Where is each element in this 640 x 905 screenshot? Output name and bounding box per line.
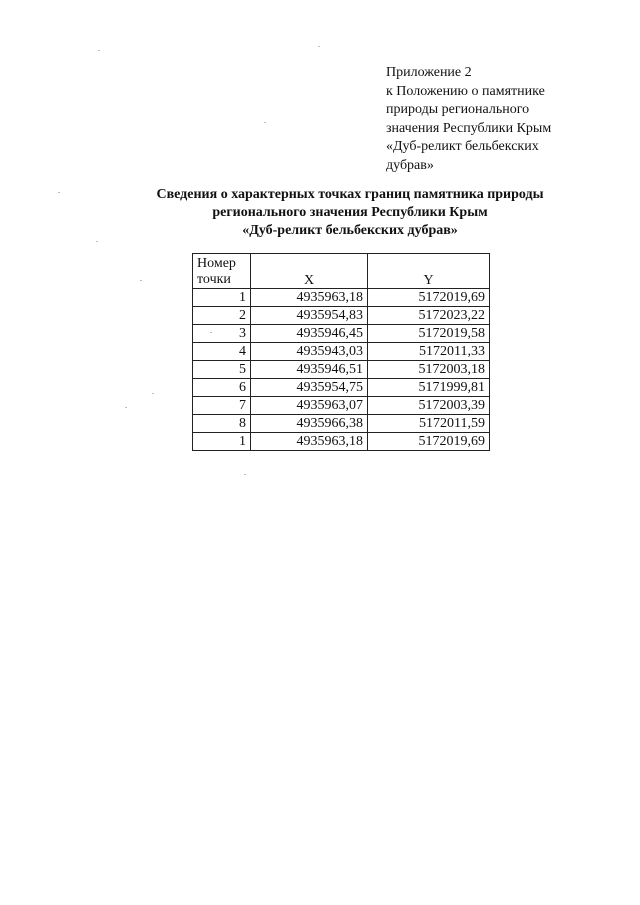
title-line: «Дуб-реликт бельбекских дубрав» — [242, 223, 458, 238]
table-row — [193, 379, 490, 397]
cell-point-number: 6 — [193, 379, 251, 397]
cell-y: 5172019,69 — [368, 433, 490, 451]
header-y: Y — [368, 254, 490, 289]
header-number-line: точки — [197, 272, 231, 287]
cell-x: 4935946,45 — [251, 325, 368, 343]
table-row — [193, 289, 490, 307]
scan-speck — [96, 241, 98, 242]
cell-x: 4935963,07 — [251, 397, 368, 415]
cell-y: 5172011,59 — [368, 415, 490, 433]
cell-y: 5171999,81 — [368, 379, 490, 397]
cell-x: 4935954,75 — [251, 379, 368, 397]
appendix-line: к Положению о памятнике — [386, 83, 545, 99]
title-line: регионального значения Республики Крым — [212, 205, 488, 220]
scan-speck — [244, 474, 246, 475]
appendix-block — [386, 64, 616, 175]
cell-point-number: 2 — [193, 307, 251, 325]
scan-speck — [98, 50, 100, 51]
cell-point-number: 4 — [193, 343, 251, 361]
appendix-line: Приложение 2 — [386, 65, 472, 80]
appendix-line: значения Республики Крым — [386, 120, 552, 136]
scan-speck — [125, 407, 127, 408]
table-row — [193, 433, 490, 451]
cell-point-number: 3 — [193, 325, 251, 343]
cell-x: 4935946,51 — [251, 361, 368, 379]
table-row — [193, 397, 490, 415]
cell-y: 5172023,22 — [368, 307, 490, 325]
cell-x: 4935963,18 — [251, 289, 368, 307]
coordinates-table — [192, 253, 490, 451]
cell-y: 5172011,33 — [368, 343, 490, 361]
table-row — [193, 343, 490, 361]
header-x: X — [251, 254, 368, 289]
cell-point-number: 1 — [193, 289, 251, 307]
table-row — [193, 325, 490, 343]
header-number-line: Номер — [197, 256, 236, 271]
table-row — [193, 415, 490, 433]
scan-speck — [318, 46, 320, 47]
cell-y: 5172003,18 — [368, 361, 490, 379]
document-title — [100, 186, 600, 240]
cell-x: 4935943,03 — [251, 343, 368, 361]
cell-y: 5172019,69 — [368, 289, 490, 307]
appendix-line: «Дуб-реликт бельбекских — [386, 139, 539, 154]
cell-x: 4935963,18 — [251, 433, 368, 451]
cell-x: 4935954,83 — [251, 307, 368, 325]
table-header-row — [193, 254, 490, 289]
scan-speck — [58, 192, 60, 193]
scan-speck — [210, 332, 212, 333]
header-point-number — [193, 254, 251, 289]
table-row — [193, 307, 490, 325]
cell-point-number: 1 — [193, 433, 251, 451]
title-line: Сведения о характерных точках границ памятника природы — [156, 187, 544, 202]
scan-speck — [140, 280, 142, 281]
cell-x: 4935966,38 — [251, 415, 368, 433]
appendix-line: дубрав» — [386, 157, 434, 173]
cell-point-number: 5 — [193, 361, 251, 379]
cell-y: 5172003,39 — [368, 397, 490, 415]
scan-speck — [152, 393, 154, 394]
scan-speck — [264, 122, 266, 123]
cell-point-number: 8 — [193, 415, 251, 433]
table-row — [193, 361, 490, 379]
cell-y: 5172019,58 — [368, 325, 490, 343]
appendix-line: природы регионального — [386, 102, 530, 117]
cell-point-number: 7 — [193, 397, 251, 415]
